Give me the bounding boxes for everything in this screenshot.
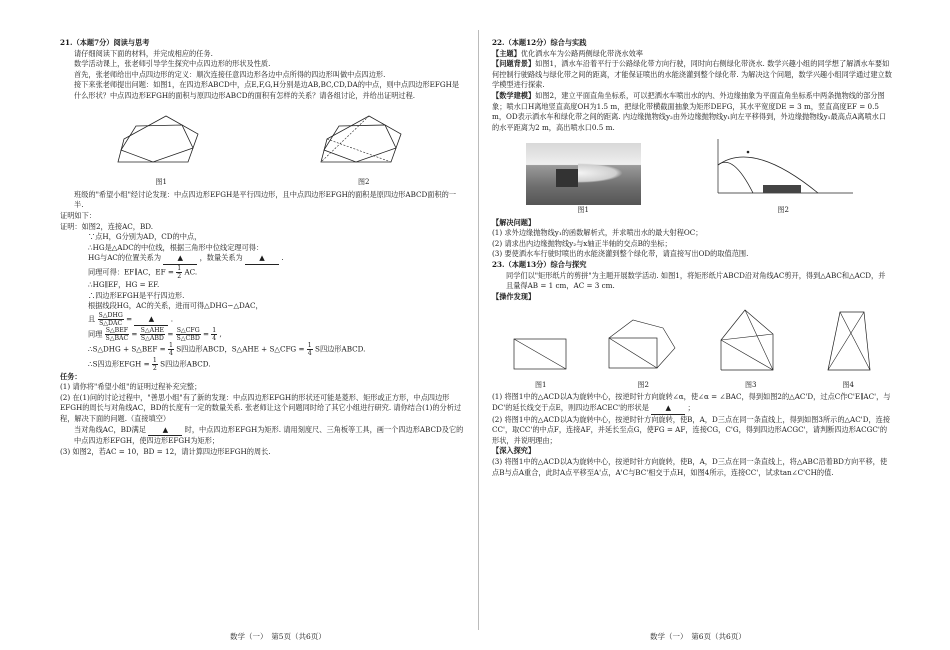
group-finding: 班级的"希望小组"经讨论发现：中点四边形EFGH是平行四边形，且中点四边形EFGH的面积是原四边形ABCD面积的一半.: [74, 189, 457, 210]
right-page: [492, 38, 892, 478]
q21-figure-2: [309, 104, 419, 188]
proof-line-11: ∴S△DHG + S△BEF = $\frac{1}{4}$ S四边形ABCD，S△AHE + S△CFG = $\frac{1}{4}$ S四边形ABCD.: [88, 341, 366, 357]
q22-theme: 【主题】优化洒水车为公路两侧绿化带浇水效率: [492, 48, 643, 58]
proof-line-2: ∵点H，G分别为AD，CD的中点，: [88, 232, 202, 242]
proof-line-7: ∴四边形EFGH是平行四边形.: [88, 290, 185, 300]
task-2: (2) 在(1)问的讨论过程中，"善思小组"有了新的发现：中点四边形EFGH的形状还可能是菱形、矩形或正方形，中点四边形EFGH的周长与对角线AC，BD的长度有一定的数量关系. 张老师让这个问题同时给了其它小组进行研究. 请你结合(1)的分析过程，解决下面的问题.（直接填空）: [60, 392, 462, 424]
q23-sub-3: (3) 将图1中的△ACD以A为旋转中心，按逆时针方向旋转，使B，A，D三点在同一条直线上，将△ABC沿着BD方向平移，使点B与点A重合，此时A点平移至A'点，A'C与BC'相交于点H，如图4所示，连接CC'，试求tan∠C'CH的值.: [492, 457, 888, 477]
q22-figures: [492, 135, 892, 215]
parabola-coordinate-diagram: [708, 135, 858, 201]
answer-blank-ratio[interactable]: ▲: [134, 314, 168, 326]
q22-figure-2-caption: 图2: [777, 205, 789, 214]
q23-figure-2: 图2: [603, 314, 683, 390]
q23-header: 23.（本题13分）综合与探究: [492, 259, 587, 269]
q23-figure-3: 图3: [711, 304, 791, 390]
q23-sub-1: (1) 将图1中的△ACD以A为旋转中心，按逆时针方向旋转∠α，使∠α = ∠BAC，得到如图2的△AC'D，过点C作C'E∥AC'，与DC'的延长线交于点E，则四边形ACEC'的形状是 ▲ ；: [492, 392, 892, 414]
proof-title: 证明如下：: [60, 210, 96, 220]
sprinkler-truck-photo: [526, 143, 641, 205]
q23-figures: [492, 304, 892, 390]
q23-figure-4: 图4: [818, 304, 878, 390]
answer-blank-shape[interactable]: ▲: [651, 403, 685, 415]
task-1: (1) 请你将"希望小组"的证明过程补充完整；: [60, 382, 202, 392]
truck-shape: [556, 169, 578, 187]
q22-figure-1-caption: 图1: [577, 205, 589, 214]
proof-line-6: ∴HG∥EF，HG = EF.: [88, 279, 160, 289]
q22-sub-2: (2) 请求出内边缘抛物线y₂与x轴正半轴的交点B的坐标；: [492, 238, 672, 248]
q22-solve-tag: 【解决问题】: [492, 217, 536, 227]
proof-line-12: ∴S四边形EFGH = $\frac{1}{2}$ S四边形ABCD.: [88, 356, 211, 372]
q21-intro-4: 接下来张老师提出问题：如图1，在四边形ABCD中，点E,F,G,H分别是边AB,BC,CD,DA的中点，则中点四边形EFGH是什么形状？中点四边形EFGH的面积与原四边形ABCD的面积有怎样的关系？请各组讨论，并给出证明过程.: [74, 80, 460, 100]
q22-sub-3: (3) 要使洒水车行驶时喷出的水能浇灌到整个绿化带，请直接写出OD的取值范围.: [492, 249, 749, 259]
proof-line-1: 证明：如图2，连接AC，BD.: [60, 221, 154, 231]
q21-figure-2-caption: 图2: [358, 178, 370, 187]
task-title: 任务：: [60, 371, 82, 381]
right-page-footer: 数学（一） 第6页（共6页）: [650, 632, 746, 641]
proof-line-5: 同理可得：EF∥AC，EF = $\frac{1}{2}$ AC.: [88, 264, 198, 280]
q23-intro: 同学们以"矩形纸片的剪拼"为主题开展数学活动. 如图1，将矩形纸片ABCD沿对角线AC剪开，得到△ABC和△ACD，并且量得AB = 1 cm，AC = 3 cm.: [506, 270, 886, 291]
proof-line-9: 且 $\frac{\text{S△DHG}}{\text{S△DAC}}$ = ▲ .: [88, 311, 174, 327]
q23-figure-1: 图1: [506, 331, 576, 390]
task-3: (3) 如图2，若AC = 10，BD = 12，请计算四边形EFGH的周长.: [60, 446, 271, 456]
q21-intro-1: 请仔细阅读下面的材料，并完成相应的任务.: [74, 48, 213, 58]
q23-deep-tag: 【深入探究】: [492, 446, 536, 456]
rotation-diagram-3: [711, 304, 791, 376]
q23-op-tag: 【操作发现】: [492, 291, 536, 301]
translation-diagram-4: [818, 304, 878, 376]
q21-figures: [60, 104, 465, 188]
q22-header: 22.（本题12分）综合与实践: [492, 38, 587, 47]
q22-model: 【数学建模】如图2，建立平面直角坐标系，可以把洒水车喷出水的内、外边缘抽象为平面直角坐标系中两条抛物线的部分图象；喷水口H离地竖直高度OH为1.5 m，把绿化带横截面抽象为矩形DEFG，其水平宽度DE = 3 m，竖直高度EF = 0.5 m，OD表示洒水车和绿化带之间的距离. 内边缘抛物线y₂由外边缘抛物线y₁向左平移得到，外边缘抛物线y₁最高点A离喷水口的水平距离为2 m，高出喷水口0.5 m.: [492, 90, 887, 132]
quadrilateral-diagram-2: [309, 104, 419, 174]
task-2b: 当对角线AC，BD满足 ▲ 时，中点四边形EFGH为矩形. 请用刻度尺、三角板等工具，画一个四边形ABCD及它的中点四边形EFGH，使四边形EFGH为矩形；: [74, 424, 464, 446]
rotation-diagram-2: [603, 314, 683, 376]
quadrilateral-diagram-1: [106, 104, 216, 174]
q21-intro-2: 数学活动课上，张老师引导学生探究中点四边形的形状及性质.: [74, 59, 271, 69]
q21-intro-3: 首先，张老师给出中点四边形的定义：顺次连接任意四边形各边中点所得的四边形叫做中点四边形.: [74, 69, 386, 79]
answer-blank-position[interactable]: ▲: [163, 253, 197, 265]
left-page: [60, 38, 465, 457]
q21-figure-1: [106, 104, 216, 188]
water-spray: [578, 163, 623, 183]
rectangle-diagram: [506, 331, 576, 376]
q22-sub-1: (1) 求外边缘抛物线y₁的函数解析式，并求喷出水的最大射程OC；: [492, 228, 703, 238]
q23-sub-2: (2) 将图1中的△ACD以A为旋转中心，按逆时针方向旋转，使B，A，D三点在同一条直线上，得到如图3所示的△AC'D，连接CC'，取CC'的中点F，连接AF，并延长至点G，使FG = AF，连接CG，C'G，得到四边形ACGC'，请判断四边形ACGC'的形状，并说明理由；: [492, 414, 891, 445]
proof-line-8: 根据线段HG，AC的关系，进而可得△DHG∽△DAC，: [88, 301, 263, 311]
q22-figure-1: [526, 143, 641, 216]
q21-header: 21.（本题7分）阅读与思考: [60, 38, 150, 47]
proof-line-4: HG与AC的位置关系为 ▲ ，数量关系为 ▲ .: [60, 253, 465, 265]
answer-blank-diagonals[interactable]: ▲: [148, 425, 182, 437]
q21-figure-1-caption: 图1: [155, 178, 167, 187]
answer-blank-quantity[interactable]: ▲: [245, 253, 279, 265]
q22-background: 【问题背景】如图1，洒水车沿着平行于公路绿化带方向行驶，同时向右侧绿化带浇水. 数学兴趣小组的同学想了解洒水车要如何控制行驶路线与绿化带之间的距离，才能保证喷出的水能浇灌到整个绿化带. 为解决这个问题，数学兴趣小组同学通过建立数学模型进行探索.: [492, 59, 892, 90]
proof-line-10: 同理 $\frac{\text{S△BEF}}{\text{S△BAC}}$ = $\frac{\text{S△AHE}}{\text{S△ABD}}$ = $\frac{\text{S△CFG}}{\text{S△CBD}}$ = $\frac{1}{4}$ ,: [88, 326, 222, 342]
q22-figure-2: [708, 135, 858, 215]
page-divider: [478, 30, 479, 630]
left-page-footer: 数学（一） 第5页（共6页）: [230, 632, 326, 641]
proof-line-3: ∴HG是△ADC的中位线，根据三角形中位线定理可得：: [88, 242, 264, 252]
